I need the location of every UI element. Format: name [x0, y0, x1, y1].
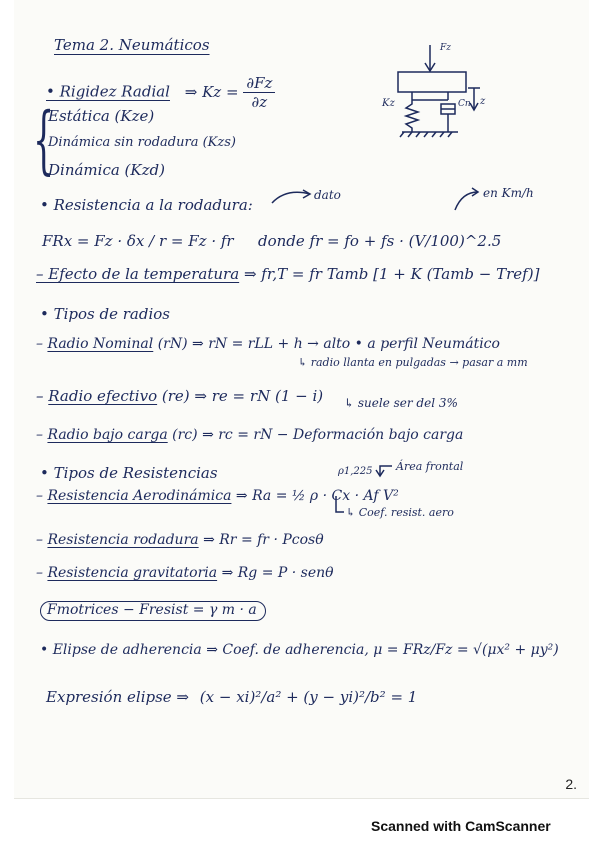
note-dato: dato	[314, 188, 341, 202]
tipos-radios: • Tipos de radios	[40, 305, 171, 323]
rodadura-formula: FRx = Fz · δx / r = Fz · fr	[42, 232, 234, 250]
newton-equation: Fmotrices − Fresist = γ m · a	[40, 602, 266, 618]
aerodinamica-line: – Resistencia Aerodinámica ⇒ Ra = ½ ρ · Cx · Af V²	[36, 488, 399, 504]
note-rho: ρ1,225	[338, 466, 373, 477]
resist-rodadura-line: – Resistencia rodadura ⇒ Rr = fr · Pcosθ	[36, 532, 324, 548]
rigidez-heading: • Rigidez Radial ⇒ Kz = $\frac{\partial Fz}{\partial z}$	[46, 74, 275, 111]
page-number: 2.	[565, 776, 577, 792]
tipos-resistencias: • Tipos de Resistencias	[40, 464, 218, 482]
radio-efectivo-line: – Radio efectivo (re) ⇒ re = rN (1 − i)	[36, 387, 324, 405]
rigidez-fraction: $\frac{\partial Fz}{\partial z}$	[243, 74, 275, 111]
rigidez-item-dinamica: Dinámica (Kzd)	[48, 161, 165, 179]
radio-efectivo-note: ↳ suele ser del 3%	[344, 396, 458, 410]
note-coef: ↳ Coef. resist. aero	[346, 506, 454, 519]
radio-nominal-note: ↳ radio llanta en pulgadas → pasar a mm	[298, 356, 528, 369]
elipse-line: • Elipse de adherencia ⇒ Coef. de adherencia, μ = FRz/Fz = √(μx² + μy²)	[40, 642, 559, 658]
rodadura-heading: • Resistencia a la rodadura:	[40, 196, 253, 214]
rigidez-item-dinamica-sin: Dinámica sin rodadura (Kzs)	[48, 135, 236, 150]
expresion-line: Expresión elipse ⇒ (x − xi)²/a² + (y − yi)²/b² = 1	[46, 688, 418, 706]
note-units: en Km/h	[483, 186, 534, 200]
mass-block	[398, 72, 466, 92]
radio-carga-line: – Radio bajo carga (rc) ⇒ rc = rN − Deformación bajo carga	[36, 427, 464, 443]
temperatura-line: – Efecto de la temperatura ⇒ fr,T = fr Tamb [1 + K (Tamb − Tref)]	[36, 265, 540, 283]
page-title: Tema 2. Neumáticos	[54, 36, 210, 54]
diagram-z: z	[480, 96, 486, 107]
rigidez-item-estatica: Estática (Kze)	[48, 107, 155, 125]
rodadura-donde: donde fr = fo + fs · (V/100)^2.5	[258, 232, 502, 250]
spring-icon	[406, 100, 418, 132]
note-area: Área frontal	[396, 460, 464, 473]
radio-nominal-line: – Radio Nominal (rN) ⇒ rN = rLL + h → alto • a perfil Neumático	[36, 336, 500, 352]
diagram-kz: Kz	[382, 98, 395, 109]
diagram-cn: Cn	[458, 99, 471, 109]
scanner-watermark: Scanned with CamScanner	[371, 818, 551, 834]
brace-icon: {	[33, 97, 55, 183]
diagram-fz: Fz	[440, 43, 451, 53]
resist-gravitatoria-line: – Resistencia gravitatoria ⇒ Rg = P · senθ	[36, 565, 334, 581]
